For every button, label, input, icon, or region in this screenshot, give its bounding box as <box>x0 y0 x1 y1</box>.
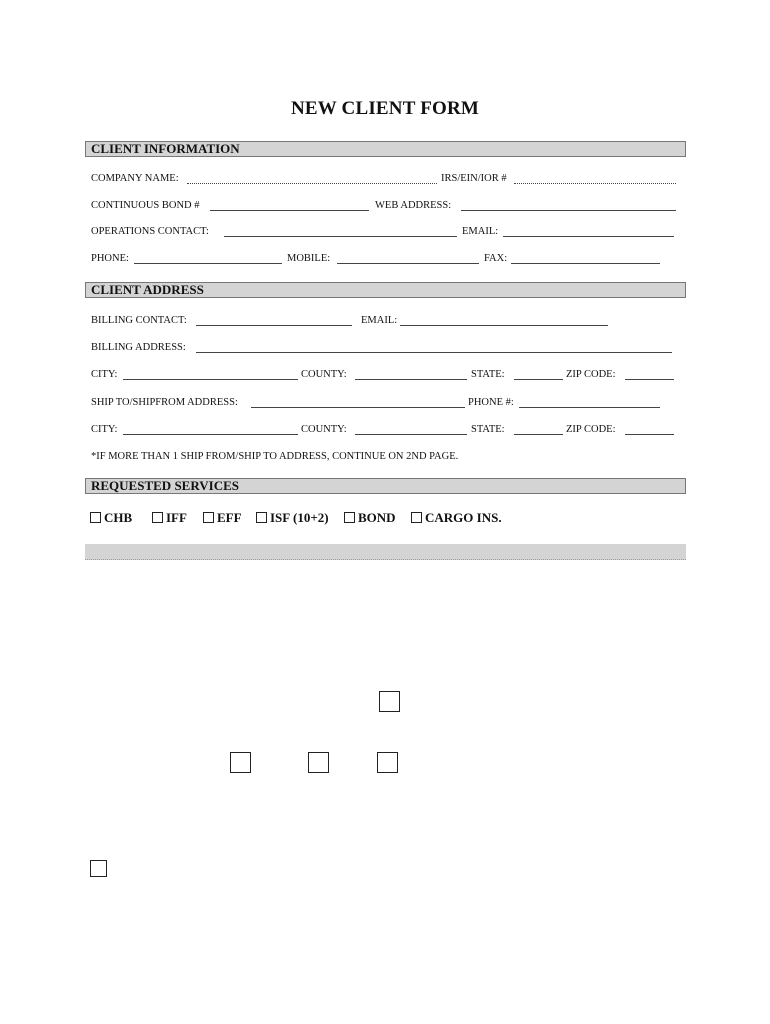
label-billing-address: BILLING ADDRESS: <box>91 342 186 353</box>
label-email: EMAIL: <box>462 226 499 237</box>
service-isf[interactable]: ISF (10+2) <box>256 510 329 526</box>
label-county-2: COUNTY: <box>301 424 347 435</box>
service-chb[interactable]: CHB <box>90 510 132 526</box>
billing-email-field[interactable] <box>400 325 608 326</box>
checkbox-icon[interactable] <box>90 860 107 877</box>
county-field[interactable] <box>355 379 467 380</box>
label-zip: ZIP CODE: <box>566 369 616 380</box>
label-continuous-bond: CONTINUOUS BOND # <box>91 200 200 211</box>
company-name-field[interactable] <box>187 183 437 184</box>
label-web-address: WEB ADDRESS: <box>375 200 452 211</box>
web-address-field[interactable] <box>461 210 676 211</box>
label-city: CITY: <box>91 369 118 380</box>
label-city-2: CITY: <box>91 424 118 435</box>
state-2-field[interactable] <box>514 434 563 435</box>
ship-to-field[interactable] <box>251 407 465 408</box>
checkbox-icon[interactable] <box>377 752 398 773</box>
label-company-name: COMPANY NAME: <box>91 173 179 184</box>
label-operations-contact: OPERATIONS CONTACT: <box>91 226 209 237</box>
county-2-field[interactable] <box>355 434 467 435</box>
continuous-bond-field[interactable] <box>210 210 369 211</box>
operations-contact-field[interactable] <box>224 236 457 237</box>
section-client-information: CLIENT INFORMATION <box>85 141 686 157</box>
label-irs-ein-ior: IRS/EIN/IOR # <box>441 173 507 184</box>
mobile-field[interactable] <box>337 263 479 264</box>
label-state: STATE: <box>471 369 505 380</box>
billing-address-field[interactable] <box>196 352 672 353</box>
label-ship-phone: PHONE #: <box>468 397 514 408</box>
checkbox-icon[interactable] <box>379 691 400 712</box>
email-field[interactable] <box>503 236 674 237</box>
checkbox-icon[interactable] <box>203 512 214 523</box>
city-field[interactable] <box>123 379 298 380</box>
checkbox-icon[interactable] <box>256 512 267 523</box>
checkbox-icon[interactable] <box>308 752 329 773</box>
checkbox-icon[interactable] <box>90 512 101 523</box>
label-zip-2: ZIP CODE: <box>566 424 616 435</box>
checkbox-icon[interactable] <box>411 512 422 523</box>
service-eff[interactable]: EFF <box>203 510 242 526</box>
billing-contact-field[interactable] <box>196 325 352 326</box>
city-2-field[interactable] <box>123 434 298 435</box>
fax-field[interactable] <box>511 263 660 264</box>
label-phone: PHONE: <box>91 253 129 264</box>
label-mobile: MOBILE: <box>287 253 331 264</box>
blank-gray-bar <box>85 544 686 560</box>
irs-ein-ior-field[interactable] <box>514 183 676 184</box>
label-fax: FAX: <box>484 253 508 264</box>
page-title: NEW CLIENT FORM <box>290 98 480 119</box>
label-billing-email: EMAIL: <box>361 315 398 326</box>
checkbox-icon[interactable] <box>344 512 355 523</box>
address-note: *IF MORE THAN 1 SHIP FROM/SHIP TO ADDRESS, CONTINUE ON 2ND PAGE. <box>91 451 459 462</box>
state-field[interactable] <box>514 379 563 380</box>
zip-field[interactable] <box>625 379 674 380</box>
zip-2-field[interactable] <box>625 434 674 435</box>
checkbox-icon[interactable] <box>230 752 251 773</box>
service-iff[interactable]: IFF <box>152 510 187 526</box>
section-requested-services: REQUESTED SERVICES <box>85 478 686 494</box>
label-billing-contact: BILLING CONTACT: <box>91 315 187 326</box>
label-ship-to: SHIP TO/SHIPFROM ADDRESS: <box>91 397 238 408</box>
label-state-2: STATE: <box>471 424 505 435</box>
label-county: COUNTY: <box>301 369 347 380</box>
checkbox-icon[interactable] <box>152 512 163 523</box>
service-cargo-ins[interactable]: CARGO INS. <box>411 510 502 526</box>
service-bond[interactable]: BOND <box>344 510 396 526</box>
phone-field[interactable] <box>134 263 282 264</box>
section-client-address: CLIENT ADDRESS <box>85 282 686 298</box>
ship-phone-field[interactable] <box>519 407 660 408</box>
